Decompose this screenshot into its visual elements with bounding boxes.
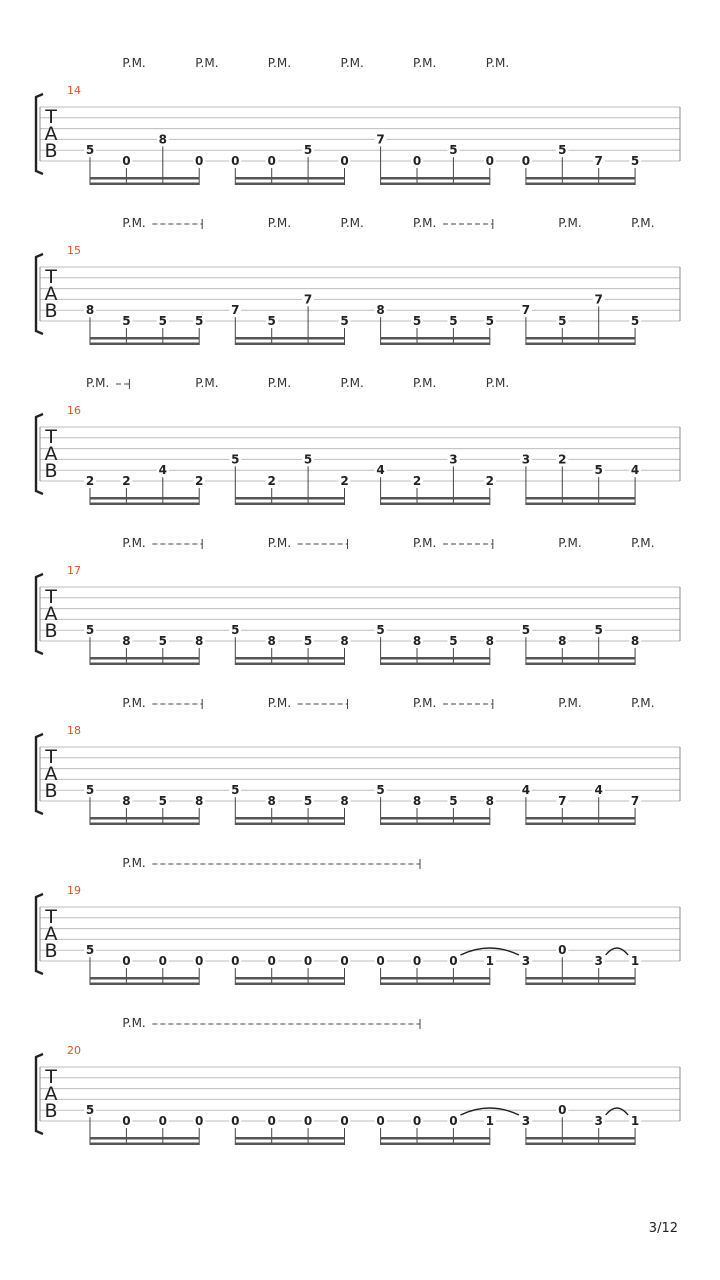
tie-arc xyxy=(606,1108,628,1115)
fret-number: 8 xyxy=(376,303,385,318)
fret-number: 0 xyxy=(231,154,240,168)
beam xyxy=(90,497,199,500)
palm-mute-label: P.M. xyxy=(558,696,582,710)
fret-number: 5 xyxy=(630,154,640,168)
fret-number: 2 xyxy=(412,474,422,488)
measure-number: 18 xyxy=(67,724,81,737)
palm-mute-label: P.M. xyxy=(631,216,655,230)
fret-number: 5 xyxy=(449,634,458,648)
fret-number: 0 xyxy=(303,954,313,968)
fret-number: 5 xyxy=(558,143,567,158)
palm-mute-label: P.M. xyxy=(485,56,510,70)
tab-clef-letter: T xyxy=(45,266,57,288)
tab-clef-letter: B xyxy=(44,460,58,482)
fret-number: 0 xyxy=(195,1114,204,1128)
fret-number: 0 xyxy=(412,954,422,968)
fret-number: 8 xyxy=(267,794,276,808)
fret-number: 0 xyxy=(122,1114,131,1128)
fret-number: 3 xyxy=(594,954,603,968)
palm-mute-label: P.M. xyxy=(413,56,437,70)
tab-clef-letter: B xyxy=(44,1100,58,1122)
tie-arc xyxy=(606,948,628,955)
fret-number: 5 xyxy=(122,314,131,328)
fret-number: 8 xyxy=(340,634,349,648)
palm-mute-label: P.M. xyxy=(122,1016,146,1030)
fret-number: 0 xyxy=(558,1103,567,1118)
fret-number: 3 xyxy=(521,1114,531,1128)
fret-number: 0 xyxy=(376,954,385,968)
beam xyxy=(235,183,344,186)
beam xyxy=(526,817,635,820)
tab-clef-letter: A xyxy=(44,1083,58,1105)
beam xyxy=(381,817,490,820)
tab-system xyxy=(36,1016,680,1145)
beam xyxy=(526,183,635,186)
fret-number: 7 xyxy=(594,292,603,307)
palm-mute-label: P.M. xyxy=(267,376,292,390)
fret-number: 4 xyxy=(521,783,531,798)
tab-clef-letter: A xyxy=(44,443,58,465)
measure-number: 17 xyxy=(67,564,81,577)
palm-mute-label: P.M. xyxy=(122,536,146,550)
fret-number: 5 xyxy=(158,794,167,808)
fret-number: 0 xyxy=(412,1114,422,1128)
tab-clef-letter: B xyxy=(44,940,58,962)
tab-clef-letter: T xyxy=(45,586,57,608)
beam xyxy=(90,823,199,826)
fret-number: 5 xyxy=(412,314,422,328)
palm-mute-label: P.M. xyxy=(631,696,655,710)
fret-number: 1 xyxy=(630,954,640,968)
fret-number: 5 xyxy=(521,623,531,638)
fret-number: 5 xyxy=(449,794,458,808)
beam xyxy=(381,823,490,826)
tab-clef-letter: A xyxy=(44,123,58,145)
fret-number: 0 xyxy=(267,954,276,968)
beam xyxy=(381,503,490,506)
beam xyxy=(235,177,344,180)
fret-number: 4 xyxy=(376,463,385,478)
fret-number: 4 xyxy=(630,463,640,478)
beam xyxy=(526,337,635,340)
fret-number: 5 xyxy=(85,783,95,798)
beam xyxy=(381,337,490,340)
fret-number: 0 xyxy=(485,154,494,168)
tab-system xyxy=(36,56,680,185)
fret-number: 2 xyxy=(195,474,204,488)
fret-number: 3 xyxy=(594,1114,603,1128)
fret-number: 0 xyxy=(195,954,204,968)
beam xyxy=(90,1143,199,1146)
beam xyxy=(90,177,199,180)
beam xyxy=(381,497,490,500)
beam xyxy=(90,183,199,186)
fret-number: 7 xyxy=(231,303,240,318)
fret-number: 8 xyxy=(85,303,95,318)
fret-number: 0 xyxy=(340,954,349,968)
fret-number: 5 xyxy=(449,314,458,328)
fret-number: 8 xyxy=(558,634,567,648)
fret-number: 1 xyxy=(485,954,494,968)
fret-number: 4 xyxy=(594,783,603,798)
fret-number: 1 xyxy=(485,1114,494,1128)
fret-number: 5 xyxy=(231,783,240,798)
tab-system xyxy=(36,376,680,505)
palm-mute-label: P.M. xyxy=(122,856,146,870)
fret-number: 2 xyxy=(122,474,131,488)
fret-number: 0 xyxy=(340,154,349,168)
measure-number: 16 xyxy=(67,404,81,417)
fret-number: 8 xyxy=(158,132,167,147)
beam xyxy=(90,817,199,820)
palm-mute-label: P.M. xyxy=(195,376,219,390)
palm-mute-label: P.M. xyxy=(340,376,364,390)
fret-number: 3 xyxy=(521,452,531,467)
palm-mute-label: P.M. xyxy=(558,536,582,550)
beam xyxy=(90,503,199,506)
fret-number: 5 xyxy=(195,314,204,328)
beam xyxy=(526,177,635,180)
fret-number: 5 xyxy=(231,623,240,638)
fret-number: 0 xyxy=(267,154,276,168)
beam xyxy=(90,977,199,980)
fret-number: 5 xyxy=(303,143,313,158)
fret-number: 2 xyxy=(558,452,567,467)
beam xyxy=(235,977,344,980)
fret-number: 5 xyxy=(303,634,313,648)
beam xyxy=(90,663,199,666)
beam xyxy=(235,337,344,340)
fret-number: 5 xyxy=(85,943,95,958)
fret-number: 8 xyxy=(412,794,422,808)
beam xyxy=(235,503,344,506)
palm-mute-label: P.M. xyxy=(86,376,110,390)
measure-number: 15 xyxy=(67,244,81,257)
measure-number: 19 xyxy=(67,884,81,897)
beam xyxy=(235,1137,344,1140)
fret-number: 5 xyxy=(340,314,349,328)
palm-mute-label: P.M. xyxy=(413,376,437,390)
beam xyxy=(90,657,199,660)
fret-number: 5 xyxy=(85,143,95,158)
palm-mute-label: P.M. xyxy=(122,56,146,70)
fret-number: 2 xyxy=(267,474,276,488)
fret-number: 5 xyxy=(594,463,603,478)
beam xyxy=(235,663,344,666)
palm-mute-label: P.M. xyxy=(122,216,146,230)
fret-number: 0 xyxy=(231,954,240,968)
fret-number: 5 xyxy=(630,314,640,328)
fret-number: 5 xyxy=(267,314,276,328)
beam xyxy=(90,1137,199,1140)
beam xyxy=(526,663,635,666)
fret-number: 5 xyxy=(558,314,567,328)
beam xyxy=(526,657,635,660)
beam xyxy=(526,823,635,826)
palm-mute-label: P.M. xyxy=(631,536,655,550)
fret-number: 5 xyxy=(303,452,313,467)
fret-number: 0 xyxy=(195,154,204,168)
beam xyxy=(381,983,490,986)
tab-clef-letter: T xyxy=(45,426,57,448)
palm-mute-label: P.M. xyxy=(267,56,292,70)
fret-number: 8 xyxy=(485,794,494,808)
beam xyxy=(235,1143,344,1146)
beam xyxy=(526,1143,635,1146)
fret-number: 7 xyxy=(558,794,567,808)
tab-clef-letter: A xyxy=(44,603,58,625)
tab-clef-letter: T xyxy=(45,1066,57,1088)
tab-system xyxy=(36,856,680,985)
tab-clef-letter: B xyxy=(44,780,58,802)
fret-number: 7 xyxy=(376,132,385,147)
fret-number: 7 xyxy=(594,154,603,168)
palm-mute-label: P.M. xyxy=(267,696,292,710)
fret-number: 0 xyxy=(303,1114,313,1128)
fret-number: 2 xyxy=(340,474,349,488)
tab-clef-letter: B xyxy=(44,300,58,322)
beam xyxy=(90,343,199,346)
beam xyxy=(381,177,490,180)
fret-number: 3 xyxy=(449,452,458,467)
fret-number: 0 xyxy=(449,1114,458,1128)
fret-number: 5 xyxy=(376,783,385,798)
palm-mute-label: P.M. xyxy=(122,696,146,710)
fret-number: 2 xyxy=(485,474,494,488)
beam xyxy=(526,497,635,500)
palm-mute-label: P.M. xyxy=(267,536,292,550)
tab-clef-letter: A xyxy=(44,763,58,785)
measure-number: 14 xyxy=(67,84,81,97)
fret-number: 5 xyxy=(303,794,313,808)
palm-mute-label: P.M. xyxy=(267,216,292,230)
fret-number: 5 xyxy=(85,1103,95,1118)
beam xyxy=(381,1143,490,1146)
tab-clef-letter: B xyxy=(44,620,58,642)
fret-number: 7 xyxy=(521,303,531,318)
tab-clef-letter: A xyxy=(44,283,58,305)
fret-number: 8 xyxy=(630,634,640,648)
beam xyxy=(90,983,199,986)
fret-number: 5 xyxy=(594,623,603,638)
beam xyxy=(381,977,490,980)
palm-mute-label: P.M. xyxy=(413,216,437,230)
fret-number: 0 xyxy=(122,954,131,968)
measure-number: 20 xyxy=(67,1044,81,1057)
palm-mute-label: P.M. xyxy=(413,696,437,710)
fret-number: 0 xyxy=(521,154,531,168)
fret-number: 8 xyxy=(485,634,494,648)
tab-clef-letter: A xyxy=(44,923,58,945)
beam xyxy=(381,657,490,660)
beam xyxy=(381,343,490,346)
beam xyxy=(526,977,635,980)
fret-number: 0 xyxy=(158,954,167,968)
tab-system xyxy=(36,536,680,665)
beam xyxy=(235,343,344,346)
tab-clef-letter: T xyxy=(45,106,57,128)
fret-number: 0 xyxy=(412,154,422,168)
fret-number: 8 xyxy=(412,634,422,648)
beam xyxy=(381,663,490,666)
palm-mute-label: P.M. xyxy=(340,56,364,70)
palm-mute-label: P.M. xyxy=(413,536,437,550)
fret-number: 0 xyxy=(122,154,131,168)
fret-number: 8 xyxy=(195,634,204,648)
fret-number: 8 xyxy=(122,794,131,808)
beam xyxy=(235,817,344,820)
fret-number: 0 xyxy=(340,1114,349,1128)
fret-number: 7 xyxy=(630,794,640,808)
fret-number: 7 xyxy=(303,292,313,307)
beam xyxy=(235,657,344,660)
fret-number: 3 xyxy=(521,954,531,968)
fret-number: 2 xyxy=(85,474,95,488)
fret-number: 0 xyxy=(267,1114,276,1128)
fret-number: 0 xyxy=(231,1114,240,1128)
fret-number: 8 xyxy=(122,634,131,648)
beam xyxy=(526,343,635,346)
fret-number: 8 xyxy=(195,794,204,808)
tab-system xyxy=(36,696,680,825)
fret-number: 1 xyxy=(630,1114,640,1128)
fret-number: 5 xyxy=(158,634,167,648)
fret-number: 8 xyxy=(340,794,349,808)
beam xyxy=(381,1137,490,1140)
fret-number: 0 xyxy=(449,954,458,968)
palm-mute-label: P.M. xyxy=(485,376,510,390)
beam xyxy=(526,1137,635,1140)
palm-mute-label: P.M. xyxy=(558,216,582,230)
fret-number: 8 xyxy=(267,634,276,648)
tab-clef-letter: T xyxy=(45,906,57,928)
fret-number: 5 xyxy=(85,623,95,638)
beam xyxy=(381,183,490,186)
fret-number: 5 xyxy=(449,143,458,158)
beam xyxy=(526,983,635,986)
tab-system xyxy=(36,216,680,345)
page-number: 3/12 xyxy=(648,1221,678,1236)
beam xyxy=(90,337,199,340)
fret-number: 0 xyxy=(558,943,567,958)
palm-mute-label: P.M. xyxy=(195,56,219,70)
fret-number: 5 xyxy=(231,452,240,467)
palm-mute-label: P.M. xyxy=(340,216,364,230)
fret-number: 5 xyxy=(485,314,494,328)
beam xyxy=(526,503,635,506)
fret-number: 5 xyxy=(158,314,167,328)
fret-number: 4 xyxy=(158,463,167,478)
beam xyxy=(235,983,344,986)
fret-number: 0 xyxy=(376,1114,385,1128)
fret-number: 0 xyxy=(158,1114,167,1128)
fret-number: 5 xyxy=(376,623,385,638)
tab-clef-letter: T xyxy=(45,746,57,768)
tab-clef-letter: B xyxy=(44,140,58,162)
beam xyxy=(235,823,344,826)
beam xyxy=(235,497,344,500)
